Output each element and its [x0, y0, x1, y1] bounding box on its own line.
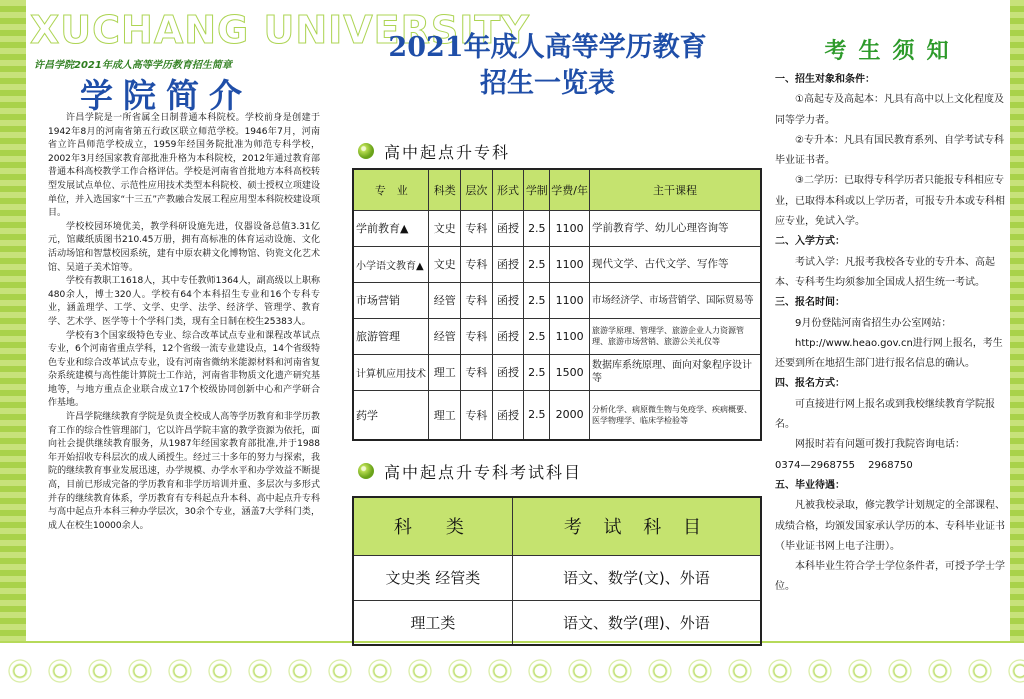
- cell-courses: 市场经济学、市场营销学、国际贸易等: [590, 282, 762, 318]
- intro-paragraph-1: 许昌学院是一所省属全日制普通本科院校。学校前身是创建于1942年8月的河南省第五行政区联立师范学校。1946年7月，河南省立许昌师范学校成立，1959年经国务院批准为师范专科学校，2002年3月经国家教育部批准升格为本科院校，2012年通过教育部普通本科高校教学工作合格评估。学校是河南省首批地方本科高校转型发展试点单位、示范性应用技术类型本科院校、硕士授权立项建设单位，并入选国家“十三五”产教融合发展工程应用型本科院校建设项目。: [48, 113, 320, 219]
- exam-subjects-table: [352, 496, 762, 646]
- intro-body: [48, 112, 320, 533]
- cell-form: 函授: [492, 390, 524, 440]
- cell-duration: 2.5: [524, 210, 550, 246]
- notice-phone: 0374—2968755 2968750: [775, 459, 913, 471]
- cell-courses: 数据库系统原理、面向对象程序设计等: [590, 354, 762, 390]
- cell-form: 函授: [492, 318, 524, 354]
- cell-courses: 旅游学原理、管理学、旅游企业人力资源管理、旅游市场营销、旅游公关礼仪等: [590, 318, 762, 354]
- cell-category: 经管: [429, 318, 461, 354]
- section-heading-exams: [358, 460, 582, 482]
- university-english-name: XUCHANG UNIVERSITY: [30, 8, 530, 52]
- col-header-level: 层次: [461, 169, 493, 210]
- cell-tuition: 2000: [550, 390, 590, 440]
- cell-form: 函授: [492, 210, 524, 246]
- notice-body: [775, 70, 1010, 598]
- section-heading-programs: [358, 140, 510, 162]
- col-header-major: 专 业: [353, 169, 429, 210]
- notice-heading-admission: 二、入学方式：: [775, 236, 845, 248]
- cell-category: 经管: [429, 282, 461, 318]
- cell-level: 专科: [461, 354, 493, 390]
- main-title-line-1: 2021年成人高等学历教育: [388, 32, 707, 63]
- col-header-tuition: 学费/年: [550, 169, 590, 210]
- notice-text: 本科毕业生符合学士学位条件者，可授予学士学位。: [775, 561, 1005, 593]
- col-header-category: 科类: [429, 169, 461, 210]
- intro-paragraph-5: 许昌学院继续教育学院是负责全校成人高等学历教育和非学历教育工作的综合性管理部门，它以许昌学院丰富的教学资源为依托，面向社会提供继续教育服务，从1987年经国家教育部批准,并于1988年开始招收专科层次的成人函授生。经过三十多年的努力与探索，我院的继续教育事业发展迅速，办学规模、办学水平和办学效益不断提高，目前已形成完备的学历教育和非学历培训并重、多层次与多形式并存的继续教育体系，学历教育有专科起点升本科、高中起点升专科与高中起点升本科三种办学层次，30余个专业，涵盖7大学科门类，成人在校生10000余人。: [48, 412, 320, 531]
- cell-courses: 现代文学、古代文学、写作等: [590, 246, 762, 282]
- cell-level: 专科: [461, 210, 493, 246]
- cell-tuition: 1100: [550, 282, 590, 318]
- cell-level: 专科: [461, 246, 493, 282]
- programs-table: [352, 168, 762, 441]
- cell-duration: 2.5: [524, 246, 550, 282]
- notice-text: 考试入学：凡报考我校各专业的专升本、高起本、专科考生均须参加全国成人招生统一考试。: [775, 256, 995, 288]
- cell-category: 文史: [429, 246, 461, 282]
- cell-tuition: 1500: [550, 354, 590, 390]
- col-header-subject-category: 科 类: [353, 497, 512, 555]
- intro-paragraph-3: 学校有教职工1618人，其中专任教师1364人，副高级以上职称480余人，博士320人。学校有64个本科招生专业和16个专科专业，涵盖理学、工学、文学、史学、法学、经济学、管理学、教育学、艺术学、医学等十个学科门类，现有全日制在校生25383人。: [48, 276, 320, 327]
- notice-text: 9月份登陆河南省招生办公室网站：: [795, 317, 952, 329]
- notice-heading-eligibility: 一、招生对象和条件：: [775, 74, 875, 85]
- cell-tuition: 1100: [550, 318, 590, 354]
- section-heading-programs-label: 高中起点升专科: [384, 142, 511, 162]
- green-bullet-icon: [358, 463, 374, 479]
- notice-title: 考生须知: [824, 38, 961, 64]
- table-row: [353, 282, 761, 318]
- right-decor-band: [1010, 0, 1024, 699]
- cell-form: 函授: [492, 282, 524, 318]
- table-row: [353, 318, 761, 354]
- col-header-form: 形式: [492, 169, 524, 210]
- cell-category: 理工: [429, 390, 461, 440]
- cell-duration: 2.5: [524, 282, 550, 318]
- cell-category: 文史: [429, 210, 461, 246]
- cell-tuition: 1100: [550, 246, 590, 282]
- cell-level: 专科: [461, 390, 493, 440]
- cell-courses: 学前教育学、幼儿心理咨询等: [590, 210, 762, 246]
- table-row: [353, 354, 761, 390]
- cell-form: 函授: [492, 354, 524, 390]
- main-title: [340, 30, 755, 102]
- notice-text: 可直接进行网上报名或到我校继续教育学院报名。: [775, 398, 995, 431]
- notice-text: ①高起专及高起本：凡具有高中以上文化程度及同等学力者。: [775, 94, 1004, 126]
- green-bullet-icon: [358, 143, 374, 159]
- cell-level: 专科: [461, 282, 493, 318]
- main-title-line-2: 招生一览表: [480, 68, 615, 99]
- table-row: [353, 210, 761, 246]
- cell-level: 专科: [461, 318, 493, 354]
- cell-major: 旅游管理: [353, 318, 429, 354]
- cell-category: 理工: [429, 354, 461, 390]
- cell-major: 市场营销: [353, 282, 429, 318]
- table-header-row: [353, 497, 761, 555]
- notice-website-text: http://www.heao.gov.cn进行网上报名，考生还要到所在地招生部门进行报名信息的确认。: [775, 337, 1003, 370]
- table-row: [353, 390, 761, 440]
- cell-subject-category: 文史类 经管类: [353, 555, 512, 600]
- notice-heading-graduation: 五、毕业待遇：: [775, 479, 845, 491]
- cell-major: 药学: [353, 390, 429, 440]
- notice-text: ③二学历：已取得专科学历者只能报专科相应专业，已取得本科或以上学历者，可报专升本或专科相应专业，免试入学。: [775, 175, 1005, 228]
- intro-paragraph-4: 学校有3个国家级特色专业、综合改革试点专业和课程改革试点专业，6个河南省重点学科，12个省级一流专业建设点，14个省级特色专业和综合改革试点专业，设有河南省微纳米能源材料和河南省复杂系统建模与高性能计算院士工作站，河南省非物质文化遗产研究基地等，与地方重点企业联合成立17个校级协同创新中心和产学研合作基地。: [48, 330, 320, 409]
- cell-exam-subjects: 语文、数学(文)、外语: [512, 555, 761, 600]
- bottom-decor-pattern: [0, 643, 1024, 699]
- table-row: [353, 246, 761, 282]
- col-header-exam-subjects: 考 试 科 目: [512, 497, 761, 555]
- cell-tuition: 1100: [550, 210, 590, 246]
- cell-major: 计算机应用技术: [353, 354, 429, 390]
- intro-title: 学院简介: [80, 76, 252, 115]
- cell-major: 学前教育▲: [353, 210, 429, 246]
- col-header-duration: 学制: [524, 169, 550, 210]
- intro-paragraph-2: 学校校园环境优美，教学科研设施先进，仪器设备总值3.31亿元，馆藏纸质图书210.45万册，拥有高标准的体育运动设施、文化活动场馆和智慧校园系统，建有中原农耕文化博物馆、钧瓷文化艺术馆、吴道子美术馆等。: [48, 221, 320, 273]
- cell-form: 函授: [492, 246, 524, 282]
- notice-heading-registration-time: 三、报名时间：: [775, 297, 845, 309]
- notice-text: 网报时若有问题可拨打我院咨询电话：: [795, 439, 965, 451]
- col-header-courses: 主干课程: [590, 169, 762, 210]
- notice-text: ②专升本：凡具有国民教育系列、自学考试专科毕业证书者。: [775, 134, 1004, 167]
- cell-duration: 2.5: [524, 390, 550, 440]
- brochure-subtitle: 许昌学院2021年成人高等学历教育招生简章: [34, 60, 232, 71]
- cell-exam-subjects: 语文、数学(理)、外语: [512, 600, 761, 645]
- cell-courses: 分析化学、病原微生物与免疫学、疾病概要、医学物理学、临床学检验等: [590, 390, 762, 440]
- notice-heading-registration-method: 四、报名方式：: [775, 378, 845, 390]
- cell-major: 小学语文教育▲: [353, 246, 429, 282]
- cell-duration: 2.5: [524, 318, 550, 354]
- table-row: [353, 600, 761, 645]
- notice-text: 凡被我校录取，修完教学计划规定的全部课程、成绩合格，均颁发国家承认学历的本、专科毕业证书（毕业证书网上电子注册）。: [775, 500, 1005, 552]
- left-decor-band: [0, 0, 26, 699]
- cell-duration: 2.5: [524, 354, 550, 390]
- section-heading-exams-label: 高中起点升专科考试科目: [384, 462, 583, 482]
- table-header-row: [353, 169, 761, 210]
- table-row: [353, 555, 761, 600]
- cell-subject-category: 理工类: [353, 600, 512, 645]
